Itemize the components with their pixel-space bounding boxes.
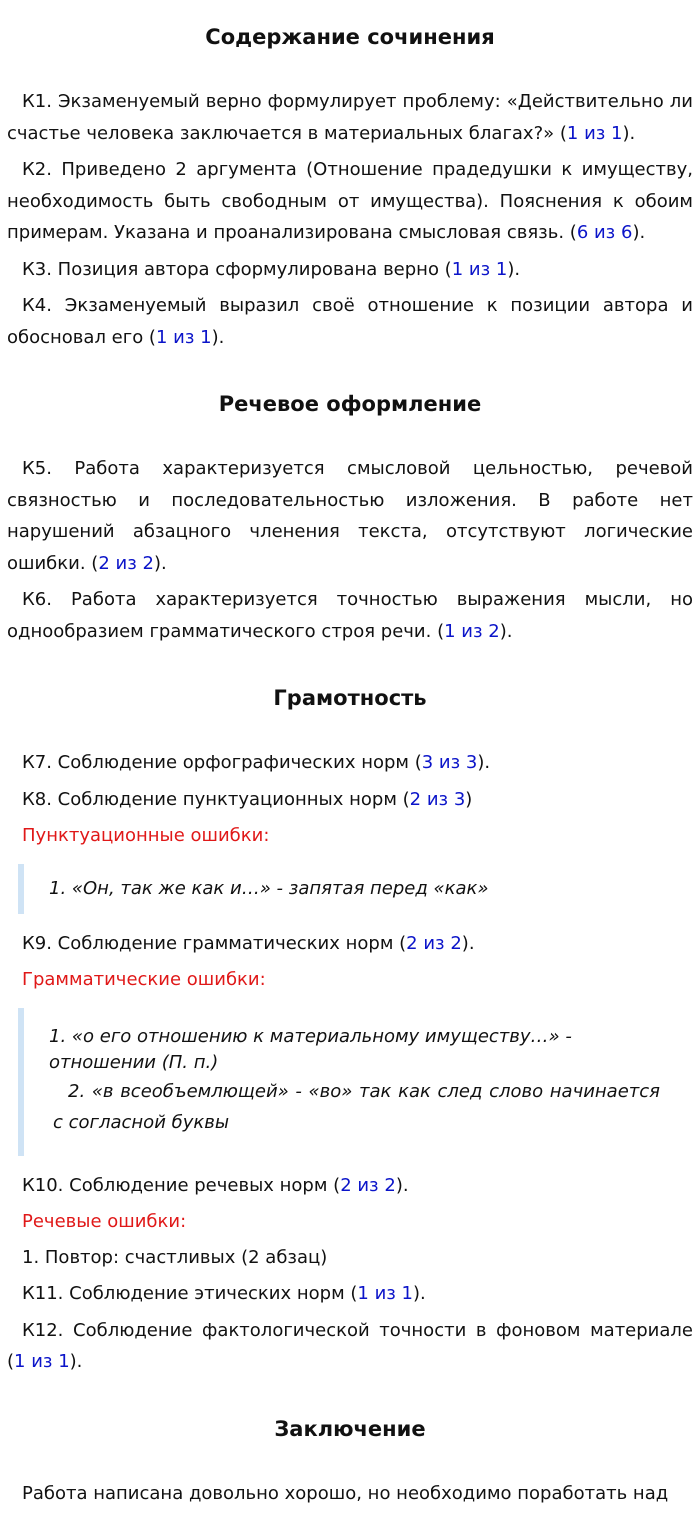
criterion-k2	[0, 154, 700, 249]
section-title-literacy: Грамотность	[273, 686, 427, 710]
criterion-k10	[0, 1170, 700, 1202]
k11-text: К11. Соблюдение этических норм (	[22, 1283, 358, 1304]
criterion-k8	[0, 784, 700, 816]
essay-review	[0, 22, 700, 1509]
k12-text: К12. Соблюдение фактологической точности в фоновом материале (	[7, 1319, 693, 1372]
k5-tail: ).	[153, 552, 167, 574]
criterion-k9	[0, 928, 700, 960]
speech-errors-label: Речевые ошибки:	[22, 1211, 187, 1232]
grammar-errors-quote	[18, 1008, 660, 1156]
k1-tail: ).	[622, 122, 636, 144]
k10-tail: ).	[395, 1174, 409, 1196]
criterion-k7	[0, 747, 700, 779]
k8-text: К8. Соблюдение пунктуационных норм (	[22, 788, 410, 810]
punctuation-error-item: 1. «Он, так же как и…» - запятая перед «как»	[49, 877, 489, 899]
k10-text: К10. Соблюдение речевых норм (	[22, 1174, 341, 1196]
k11-tail: ).	[413, 1283, 426, 1304]
criterion-k5	[0, 453, 700, 579]
k6-tail: ).	[499, 620, 513, 642]
k1-text: К1. Экзаменуемый верно формулирует проблему: «Действительно ли счастье человека заключается в материальных благах?» (	[7, 91, 693, 144]
k3-score: 1 из 1	[451, 258, 508, 280]
k11-score: 1 из 1	[357, 1283, 414, 1304]
k8-score: 2 из 3	[409, 788, 466, 810]
criterion-k11	[0, 1278, 700, 1310]
k4-score: 1 из 1	[155, 326, 212, 348]
k12-tail: ).	[69, 1351, 83, 1372]
grammar-errors-label: Грамматические ошибки:	[22, 969, 266, 990]
k3-tail: ).	[507, 258, 521, 280]
criterion-k12	[0, 1315, 700, 1378]
section-title-conclusion: Заключение	[274, 1416, 426, 1441]
k4-text: К4. Экзаменуемый выразил своё отношение к позиции автора и обосновал его (	[7, 295, 693, 348]
speech-error-item: 1. Повтор: счастливых (2 абзац)	[22, 1246, 328, 1268]
k6-score: 1 из 2	[444, 620, 500, 642]
grammar-error-item-1: 1. «о его отношению к материальному имуществу…» - отношении (П. п.)	[49, 1025, 572, 1073]
criterion-k6	[0, 584, 700, 647]
k8-tail: )	[465, 788, 473, 810]
k5-text: К5. Работа характеризуется смысловой цельностью, речевой связностью и последовательностью изложения. В работе нет нарушений абзацного членения текста, отсутствуют логические ошибки. (	[7, 458, 693, 574]
section-title-speech: Речевое оформление	[218, 392, 482, 416]
k2-score: 6 из 6	[576, 222, 633, 243]
criterion-k3	[0, 254, 700, 286]
k9-tail: ).	[461, 932, 475, 954]
k1-score: 1 из 1	[566, 122, 623, 144]
punctuation-errors-label: Пунктуационные ошибки:	[22, 825, 270, 846]
punctuation-errors-quote	[18, 864, 660, 914]
k9-text: К9. Соблюдение грамматических норм (	[22, 932, 407, 954]
k4-tail: ).	[211, 326, 225, 348]
k3-text: К3. Позиция автора сформулирована верно (	[22, 258, 452, 280]
k7-text: К7. Соблюдение орфографических норм (	[22, 752, 422, 773]
k2-tail: ).	[632, 222, 646, 243]
k9-score: 2 из 2	[406, 932, 462, 954]
criterion-k4	[0, 290, 700, 353]
criterion-k1	[0, 86, 700, 149]
k7-tail: ).	[477, 752, 491, 773]
k2-text: К2. Приведено 2 аргумента (Отношение прадедушки к имуществу, необходимость быть свободным от имущества). Пояснения к обоим примерам. Указана и проанализирована смысловая связь. (	[7, 159, 693, 243]
k5-score: 2 из 2	[98, 552, 154, 574]
k12-score: 1 из 1	[14, 1351, 70, 1372]
k10-score: 2 из 2	[340, 1174, 396, 1196]
k6-text: К6. Работа характеризуется точностью выражения мысли, но однообразием грамматического строя речи. (	[7, 589, 693, 642]
section-title-content: Содержание сочинения	[205, 25, 495, 49]
conclusion-text: Работа написана довольно хорошо, но необходимо поработать над	[22, 1482, 669, 1504]
k7-score: 3 из 3	[421, 752, 478, 773]
grammar-error-item-2: 2. «в всеобъемлющей» - «во» так как след слово начинается с согласной буквы	[53, 1080, 660, 1133]
